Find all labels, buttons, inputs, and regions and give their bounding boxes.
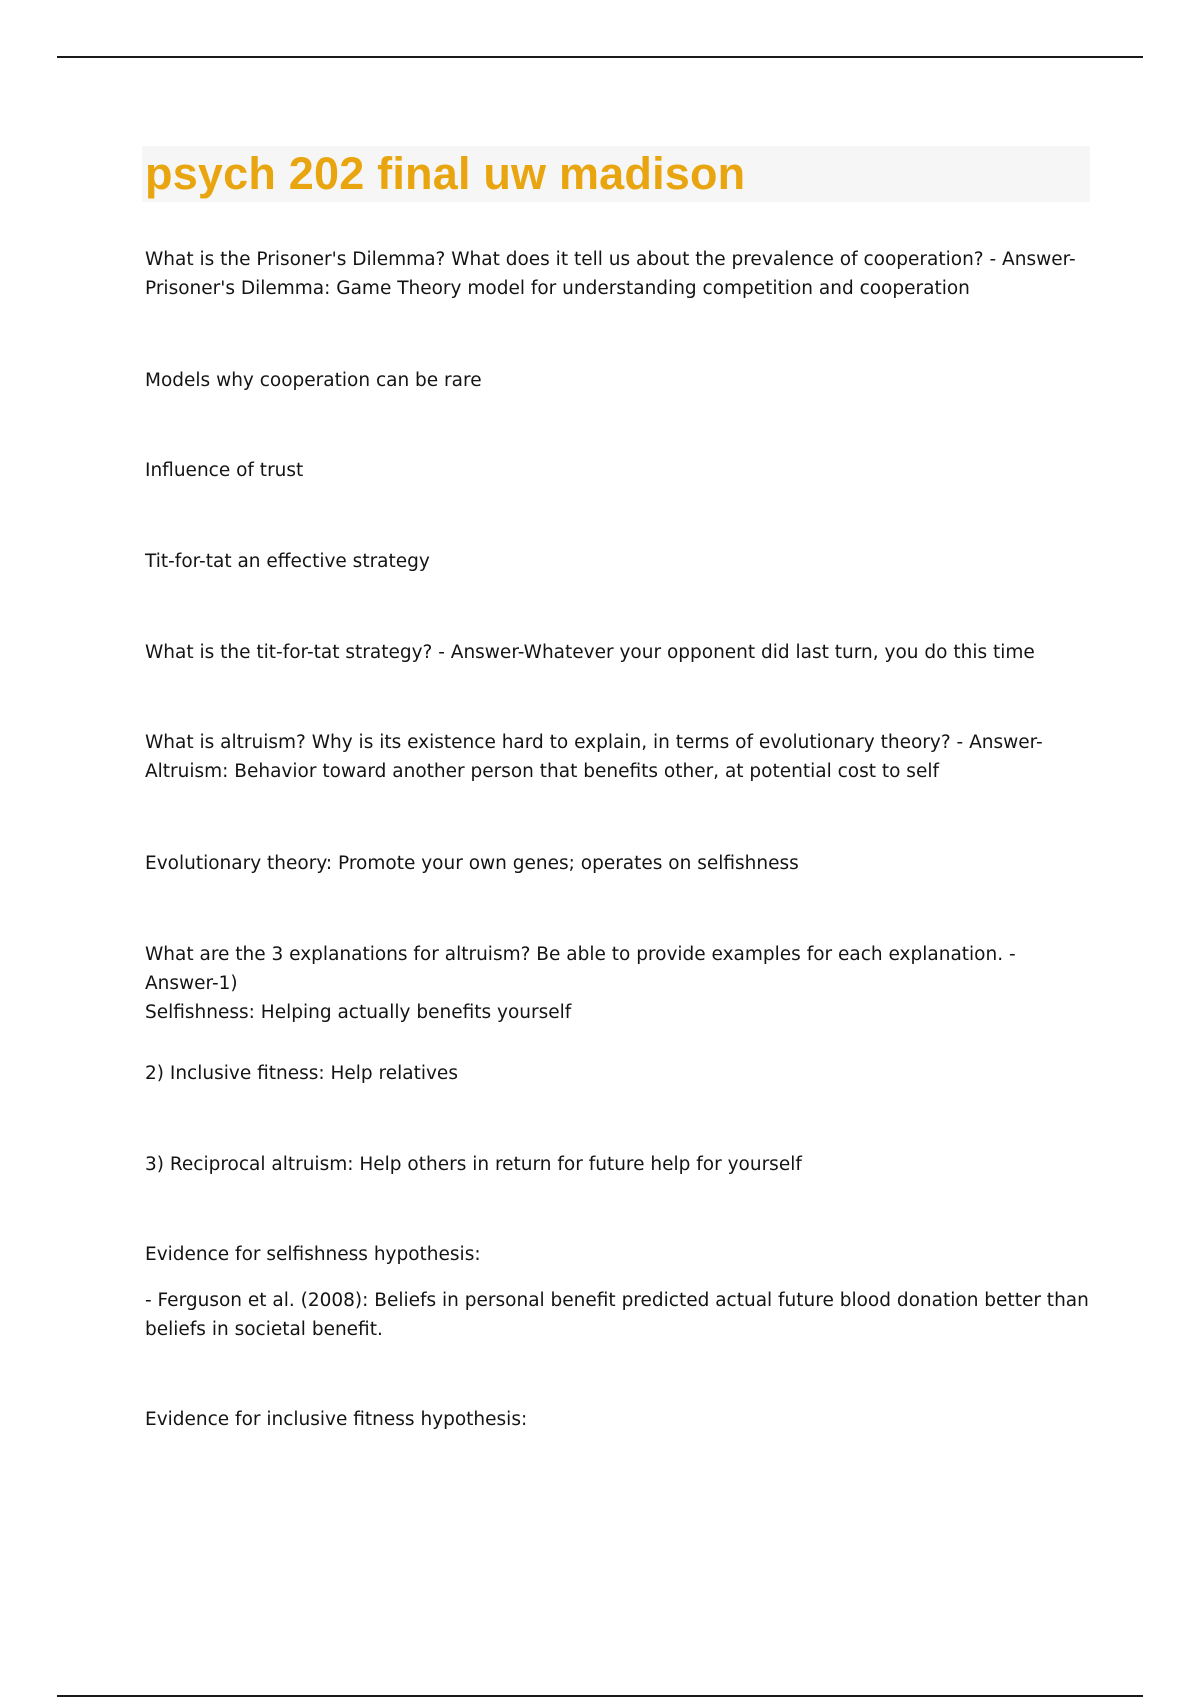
document-title: psych 202 final uw madison: [145, 148, 746, 199]
paragraph-line: What is altruism? Why is its existence hard to explain, in terms of evolutionary theory? - Answer-: [145, 732, 1043, 753]
qa-tit-for-tat-strategy: [145, 638, 1095, 667]
paragraph-line: Prisoner's Dilemma: Game Theory model for understanding competition and cooperation: [145, 278, 970, 299]
paragraph-line: Evidence for selfishness hypothesis:: [145, 1244, 481, 1265]
paragraph-line: What is the tit-for-tat strategy? - Answer-Whatever your opponent did last turn, you do this time: [145, 642, 1035, 663]
paragraph-line: Influence of trust: [145, 460, 304, 481]
note-tit-for-tat-effective: [145, 547, 1095, 576]
paragraph-line: Models why cooperation can be rare: [145, 370, 482, 391]
heading-evidence-inclusive-fitness: [145, 1405, 1095, 1434]
paragraph-line: Selfishness: Helping actually benefits yourself: [145, 1002, 572, 1023]
bottom-rule: [57, 1695, 1143, 1697]
paragraph-line: 2) Inclusive fitness: Help relatives: [145, 1063, 458, 1084]
paragraph-line: beliefs in societal benefit.: [145, 1319, 383, 1340]
qa-altruism: [145, 728, 1095, 786]
qa-prisoners-dilemma: [145, 245, 1095, 303]
note-inclusive-fitness: [145, 1059, 1095, 1088]
paragraph-line: What is the Prisoner's Dilemma? What does it tell us about the prevalence of cooperation? - Answer-: [145, 249, 1076, 270]
top-rule: [57, 56, 1143, 58]
paragraph-line: Evolutionary theory: Promote your own genes; operates on selfishness: [145, 853, 799, 874]
heading-evidence-selfishness: [145, 1240, 1095, 1269]
paragraph-line: 3) Reciprocal altruism: Help others in return for future help for yourself: [145, 1154, 802, 1175]
note-reciprocal-altruism: [145, 1150, 1095, 1179]
note-models-cooperation-rare: [145, 366, 1095, 395]
paragraph-line: Evidence for inclusive fitness hypothesis:: [145, 1409, 528, 1430]
qa-three-explanations: [145, 940, 1095, 1027]
note-evolutionary-theory: [145, 849, 1095, 878]
note-ferguson-2008: [145, 1286, 1095, 1344]
paragraph-line: - Ferguson et al. (2008): Beliefs in personal benefit predicted actual future blood donation better than: [145, 1290, 1089, 1311]
paragraph-line: Tit-for-tat an effective strategy: [145, 551, 430, 572]
paragraph-line: Altruism: Behavior toward another person that benefits other, at potential cost to self: [145, 761, 939, 782]
note-influence-of-trust: [145, 456, 1095, 485]
paragraph-line: What are the 3 explanations for altruism? Be able to provide examples for each explanation. - Answer-1): [145, 944, 1016, 994]
